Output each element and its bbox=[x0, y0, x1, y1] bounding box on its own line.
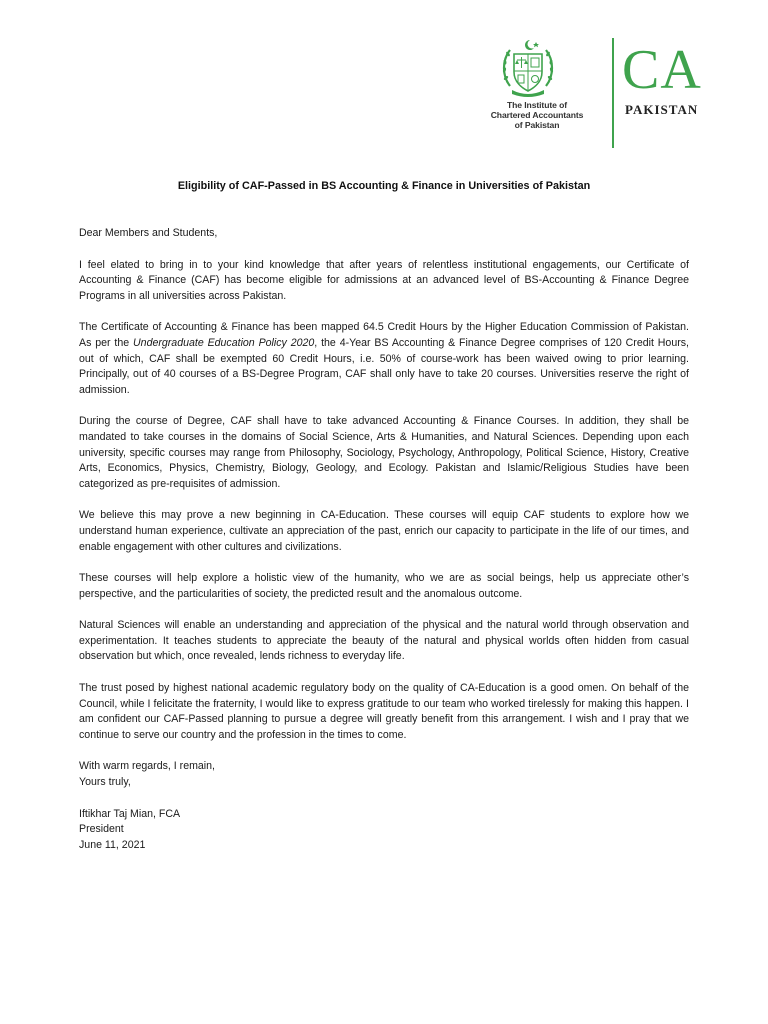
institute-name bbox=[482, 100, 592, 130]
letterhead bbox=[490, 36, 730, 152]
logo-divider bbox=[612, 38, 614, 148]
ca-logo-mark: CA bbox=[622, 39, 702, 101]
closing-line-2: Yours truly, bbox=[79, 776, 131, 789]
paragraph-2-text-b: , the 4-Year BS Accounting & Finance Degree comprises of 120 Credit Hours, out of which, CAF shall be exempted 60 Credit Hours, i.e. 50% of course-work has been waived owing to prior learning. Principally, out of 40 courses of a BS-Degree Program, CAF shall only have to take 20 courses. Universities reserve the right of admission. bbox=[79, 336, 689, 396]
paragraph-3: During the course of Degree, CAF shall have to take advanced Accounting & Finance Courses. In addition, they shall be mandated to take courses in the domains of Social Science, Arts & Humanities, and Natural Sciences. Depending upon each university, specific courses may range from Philosophy, Sociology, Psychology, Anthropology, Political Science, History, Creative Arts, Economics, Physics, Chemistry, Biology, Geology, and Ecology. Pakistan and Islamic/Religious Studies have been categorized as pre-requisites of admission. bbox=[79, 415, 689, 490]
paragraph-7: The trust posed by highest national academic regulatory body on the quality of CA-Education is a good omen. On behalf of the Council, while I felicitate the fraternity, I would like to express gratitude to our team who worked tirelessly for making this happen. I am confident our CAF-Passed planning to pursue a degree will greatly benefit from this arrangement. I wish and I pray that we continue to serve our country and the profession in the times to come. bbox=[79, 682, 689, 741]
paragraph-1: I feel elated to bring in to your kind knowledge that after years of relentless institutional engagements, our Certificate of Accounting & Finance (CAF) has become eligible for admissions at an advanced level of BS-Accounting & Finance Degree Programs in all universities across Pakistan. bbox=[79, 258, 689, 302]
ca-logo-subtitle: PAKISTAN bbox=[625, 102, 699, 117]
signature-block bbox=[79, 807, 689, 854]
policy-name: Undergraduate Education Policy 2020 bbox=[133, 336, 315, 349]
paragraph-4: We believe this may prove a new beginning in CA-Education. These courses will equip CAF students to explore how we understand human experience, cultivate an appreciation of the past, enrich our capacity to participate in the life of our times, and enable engagement with other cultures and civilizations. bbox=[79, 509, 689, 553]
icap-emblem-icon bbox=[500, 38, 556, 98]
letter-title: Eligibility of CAF-Passed in BS Accounting & Finance in Universities of Pakistan bbox=[177, 180, 591, 192]
institute-line-3: of Pakistan bbox=[514, 120, 560, 130]
paragraph-6: Natural Sciences will enable an understanding and appreciation of the physical and the natural world through observation and experimentation. It teaches students to appreciate the beauty of the natural and physical worlds often hidden from casual observation but which, once revealed, lends richness to everyday life. bbox=[79, 619, 689, 663]
salutation: Dear Members and Students, bbox=[79, 227, 218, 239]
closing bbox=[79, 759, 689, 790]
institute-line-1: The Institute of bbox=[507, 100, 567, 110]
closing-line-1: With warm regards, I remain, bbox=[79, 760, 215, 773]
signatory-role: President bbox=[79, 823, 124, 836]
letter-date: June 11, 2021 bbox=[79, 838, 146, 851]
institute-line-2: Chartered Accountants bbox=[490, 110, 584, 120]
paragraph-2 bbox=[79, 320, 689, 398]
signatory-name: Iftikhar Taj Mian, FCA bbox=[79, 807, 181, 820]
paragraph-2-text-a: The Certificate of Accounting & Finance has been mapped 64.5 Credit Hours by the Higher Education Commission of Pakistan. As per the bbox=[79, 321, 689, 349]
letter-body bbox=[79, 226, 689, 869]
paragraph-5: These courses will help explore a holistic view of the humanity, who we are as social beings, help us appreciate other’s perspective, and the particularities of society, the predicted result and the anomalous outcome. bbox=[79, 572, 689, 600]
